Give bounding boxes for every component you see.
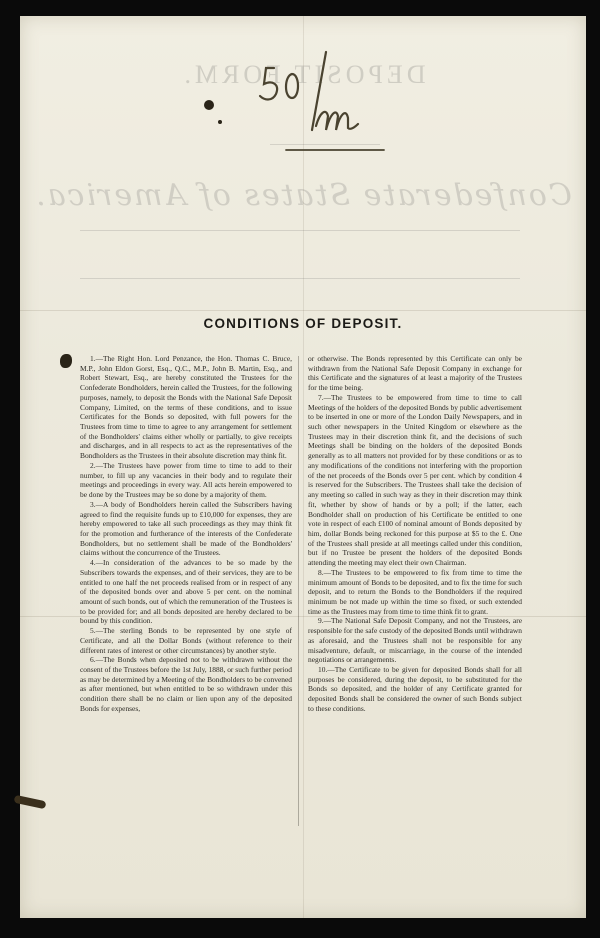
condition-paragraph: 4.—In consideration of the advances to be so made by the Subscribers towards the expenses, and of their services, they are to be entitled to one half the net proceeds realised from or in respect of any of the deposited bonds over and above 5 per cent. on the nominal amount of such bonds, out of which the remuneration of the Trustees is to be provided for; and all bonds deposited are hereby declared to be bound by this condition. [80, 558, 292, 626]
mirrored-form-subtitle: Confederate States of America. [34, 178, 572, 213]
condition-paragraph: 1.—The Right Hon. Lord Penzance, the Hon. Thomas C. Bruce, M.P., John Eldon Gorst, Esq., Q.C., M.P., John B. Martin, Esq., and Robert Stewart, Esq., are hereby constituted the Trustees for the Confederate Bondholders, herein called the Trustees, for the following purposes, namely, to deposit the Bonds with the National Safe Deposit Company, Limited, on the terms of these conditions, and to issue Certificates for the Bonds so deposited, with full powers for the Trustees from time to time to agree to any arrangement for settlement of the Bondholders' claims either wholly or partially, to give receipts and discharges, and in all respects to act as the representatives of the Bondholders as the Trustees in their absolute discretion may think fit. [80, 354, 292, 461]
column-divider [298, 356, 299, 826]
condition-paragraph: 6.—The Bonds when deposited not to be withdrawn without the consent of the Trustees before the 1st July, 1888, or such further period as may be determined by a Meeting of the Bondholders to be convened as after mentioned, but when entitled to be so withdrawn under this condition there shall be no claim or lien upon any of the deposited Bonds for expenses, [80, 655, 292, 713]
left-column [80, 354, 292, 714]
condition-paragraph: 3.—A body of Bondholders herein called the Subscribers having agreed to find the requisite funds up to £10,000 for expenses, they are hereby empowered to take all such proceedings as they may think fit for the promotion and furtherance of the interests of the Confederate Bondholders, but no settlement shall be made of the Bondholders' claims without the concurrence of the Trustees. [80, 499, 292, 558]
ink-stain [60, 354, 72, 368]
mirrored-form-title: DEPOSIT FORM. [180, 60, 426, 89]
condition-paragraph: or otherwise. The Bonds represented by this Certificate can only be withdrawn from the National Safe Deposit Company in exchange for this Certificate and the signatures of at least a majority of the Trustees for the time being. [308, 354, 522, 393]
handwritten-annotation [256, 46, 386, 156]
condition-paragraph: 2.—The Trustees have power from time to time to add to their number, to fill up any vacancies in their body and to regulate their meetings and proceedings in every way. All acts herein empowered to be done by the Trustees may be so done by a majority of them. [80, 460, 292, 500]
document-page [20, 16, 586, 918]
right-column [308, 354, 522, 714]
bleed-rule [80, 230, 520, 231]
condition-paragraph: 10.—The Certificate to be given for deposited Bonds shall for all purposes be considered, during the deposit, to be substituted for the Bonds so deposited, and the holder of any Certificate granted for deposited Bonds shall be considered the owner of such Bonds subject to these conditions. [308, 665, 522, 713]
bleed-rule [80, 278, 520, 279]
condition-paragraph: 5.—The sterling Bonds to be represented by one style of Certificate, and all the Dollar Bonds (without reference to their different rates of interest or other circumstances) by another style. [80, 626, 292, 655]
condition-paragraph: 9.—The National Safe Deposit Company, and not the Trustees, are responsible for the safe custody of the deposited Bonds until withdrawn as aforesaid, and the Trustees shall not be responsible for any misadventure, default, or miscarriage, in the course of the intended negotiations or arrangements. [308, 616, 522, 665]
condition-paragraph: 7.—The Trustees to be empowered from time to time to call Meetings of the holders of the deposited Bonds by public advertisement to be inserted in one or more of the London Daily Newspapers, and in such other newspapers in the United Kingdom or elsewhere as the Trustees may in their discretion think fit, and the decisions of such Meetings shall be binding on the holders of the deposited Bonds generally as to all matters not provided for by these conditions or as to any modifications of the conditions not interfering with the proportion of the net proceeds of the Bonds over 5 per cent. which by condition 4 is reserved for the Subscribers. The Trustees shall take the decision of any meeting so called in such way as they in their discretion may think fit, whether by show of hands or by a poll; if the latter, each Bondholder shall on production of his Certificate be entitled to one vote in respect of each £100 of nominal amount of Bonds deposited by him, dollar Bonds being reckoned for this purpose at $5 to the £. One of the Trustees shall preside at all meetings called under this condition, but if no Trustee be present the holders of the deposited Bonds attending the meeting may elect their own Chairman. [308, 392, 522, 568]
page-title: CONDITIONS OF DEPOSIT. [203, 316, 403, 331]
ink-stain [14, 795, 47, 809]
ink-blot [218, 120, 222, 124]
condition-paragraph: 8.—The Trustees to be empowered to fix from time to time the minimum amount of Bonds to be deposited, and to fix the time for such deposit, and to return the Bonds to the Bondholders if the required minimum be not made up within the time so fixed, or such extended time as the Trustees may from time to time think fit to grant. [308, 567, 522, 616]
ink-blot [204, 100, 214, 110]
